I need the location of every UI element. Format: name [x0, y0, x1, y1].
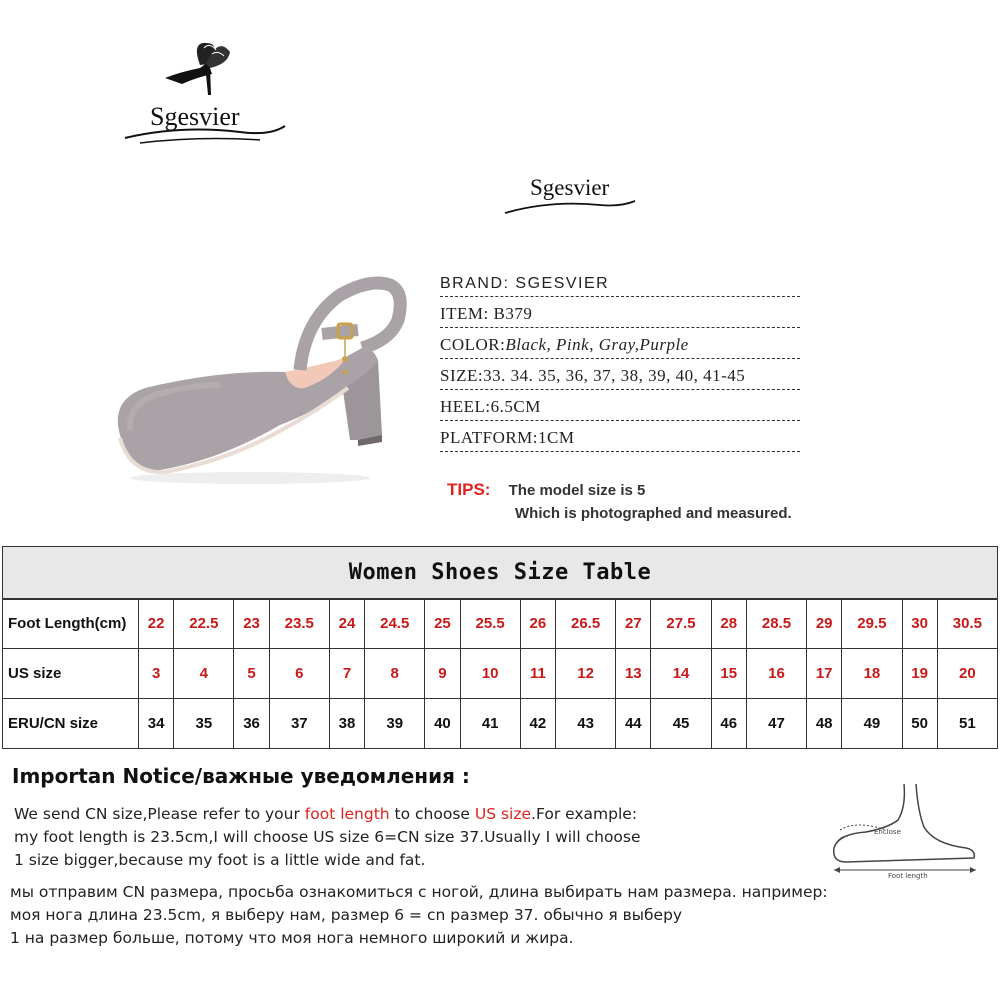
table-row-eu-cn-size	[3, 699, 998, 749]
notice-en-line1	[14, 803, 774, 826]
table-cell: 42	[520, 699, 555, 749]
table-cell: 14	[651, 649, 711, 699]
foot-length-label: Foot length	[888, 872, 928, 880]
table-cell: 12	[556, 649, 616, 699]
table-row-foot-length	[3, 599, 998, 649]
table-cell: 22	[139, 599, 174, 649]
table-cell: 51	[937, 699, 997, 749]
table-cell: 29	[807, 599, 842, 649]
table-cell: 30.5	[937, 599, 997, 649]
table-cell: 48	[807, 699, 842, 749]
table-cell: 7	[329, 649, 364, 699]
size-table-title-row	[3, 547, 998, 599]
foot-icon	[826, 782, 986, 882]
notice-en-text: .For example:	[531, 805, 638, 823]
table-cell: 4	[174, 649, 234, 699]
table-cell: 24	[329, 599, 364, 649]
spec-heel: HEEL:6.5CM	[440, 390, 800, 421]
spec-platform: PLATFORM:1CM	[440, 421, 800, 452]
table-cell: 15	[711, 649, 746, 699]
table-cell: 50	[902, 699, 937, 749]
size-table	[2, 546, 998, 749]
table-cell: 41	[460, 699, 520, 749]
table-cell: 10	[460, 649, 520, 699]
table-cell: 28	[711, 599, 746, 649]
table-cell: 24.5	[365, 599, 425, 649]
table-cell: 34	[139, 699, 174, 749]
spec-color	[440, 328, 800, 359]
table-cell: 40	[425, 699, 460, 749]
table-cell: 38	[329, 699, 364, 749]
notice-russian	[10, 881, 970, 950]
tips-line2: Which is photographed and measured.	[515, 505, 792, 522]
table-cell: 35	[174, 699, 234, 749]
table-cell: 39	[365, 699, 425, 749]
brand-name-secondary: Sgesvier	[530, 175, 610, 200]
size-table-title: Women Shoes Size Table	[3, 547, 998, 599]
table-cell: 46	[711, 699, 746, 749]
table-cell: 36	[234, 699, 269, 749]
butterfly-heel-icon	[120, 40, 290, 160]
brand-logo-main	[120, 40, 290, 160]
table-cell: 13	[616, 649, 651, 699]
table-cell: 5	[234, 649, 269, 699]
row-header: Foot Length(cm)	[3, 599, 139, 649]
table-cell: 17	[807, 649, 842, 699]
table-cell: 9	[425, 649, 460, 699]
row-header: US size	[3, 649, 139, 699]
tips-line1: The model size is 5	[508, 482, 646, 499]
table-cell: 23.5	[269, 599, 329, 649]
product-specs	[440, 266, 800, 452]
tips-label: TIPS:	[447, 480, 491, 499]
enclose-label: Enclose	[874, 828, 901, 836]
spec-color-value: Black, Pink, Gray,Purple	[505, 335, 689, 354]
table-cell: 49	[842, 699, 902, 749]
table-cell: 26	[520, 599, 555, 649]
table-cell: 30	[902, 599, 937, 649]
spec-color-label: COLOR:	[440, 335, 506, 354]
tips	[447, 480, 792, 522]
notice-en-line3: 1 size bigger,because my foot is a little wide and fat.	[14, 851, 426, 869]
notice-title: Importan Notice/важные уведомления :	[12, 764, 470, 788]
table-cell: 6	[269, 649, 329, 699]
notice-en-text: We send CN size,Please refer to your	[14, 805, 305, 823]
table-cell: 25.5	[460, 599, 520, 649]
table-cell: 3	[139, 649, 174, 699]
table-cell: 25	[425, 599, 460, 649]
table-cell: 43	[556, 699, 616, 749]
notice-ru-line1: мы отправим CN размера, просьба ознакомиться с ногой, длина выбирать нам размера. например:	[10, 883, 828, 901]
table-cell: 28.5	[746, 599, 806, 649]
brand-name: Sgesvier	[150, 102, 240, 131]
spec-size: SIZE:33. 34. 35, 36, 37, 38, 39, 40, 41-45	[440, 359, 800, 390]
spec-brand: BRAND: SGESVIER	[440, 266, 800, 297]
table-cell: 29.5	[842, 599, 902, 649]
table-cell: 45	[651, 699, 711, 749]
brand-logo-secondary	[500, 165, 640, 220]
table-cell: 23	[234, 599, 269, 649]
notice-english	[14, 803, 774, 872]
table-cell: 20	[937, 649, 997, 699]
table-cell: 44	[616, 699, 651, 749]
product-image	[100, 260, 430, 490]
notice-ru-line2: моя нога длина 23.5cm, я выберу нам, размер 6 = cn размер 37. обычно я выберу	[10, 906, 683, 924]
table-cell: 8	[365, 649, 425, 699]
foot-measurement-diagram	[826, 782, 986, 882]
notice-ru-line3: 1 на размер больше, потому что моя нога немного широкий и жира.	[10, 929, 574, 947]
notice-highlight-us-size: US size	[474, 805, 532, 823]
spec-item: ITEM: B379	[440, 297, 800, 328]
table-cell: 22.5	[174, 599, 234, 649]
table-cell: 47	[746, 699, 806, 749]
table-row-us-size	[3, 649, 998, 699]
notice-en-line2: my foot length is 23.5cm,I will choose US size 6=CN size 37.Usually I will choose	[14, 828, 641, 846]
table-cell: 16	[746, 649, 806, 699]
shoe-illustration	[100, 260, 430, 490]
row-header: ERU/CN size	[3, 699, 139, 749]
table-cell: 19	[902, 649, 937, 699]
notice-en-text: to choose	[389, 805, 475, 823]
table-cell: 27.5	[651, 599, 711, 649]
notice-highlight-foot-length: foot length	[304, 805, 390, 823]
table-cell: 26.5	[556, 599, 616, 649]
table-cell: 37	[269, 699, 329, 749]
table-cell: 27	[616, 599, 651, 649]
table-cell: 18	[842, 649, 902, 699]
table-cell: 11	[520, 649, 555, 699]
